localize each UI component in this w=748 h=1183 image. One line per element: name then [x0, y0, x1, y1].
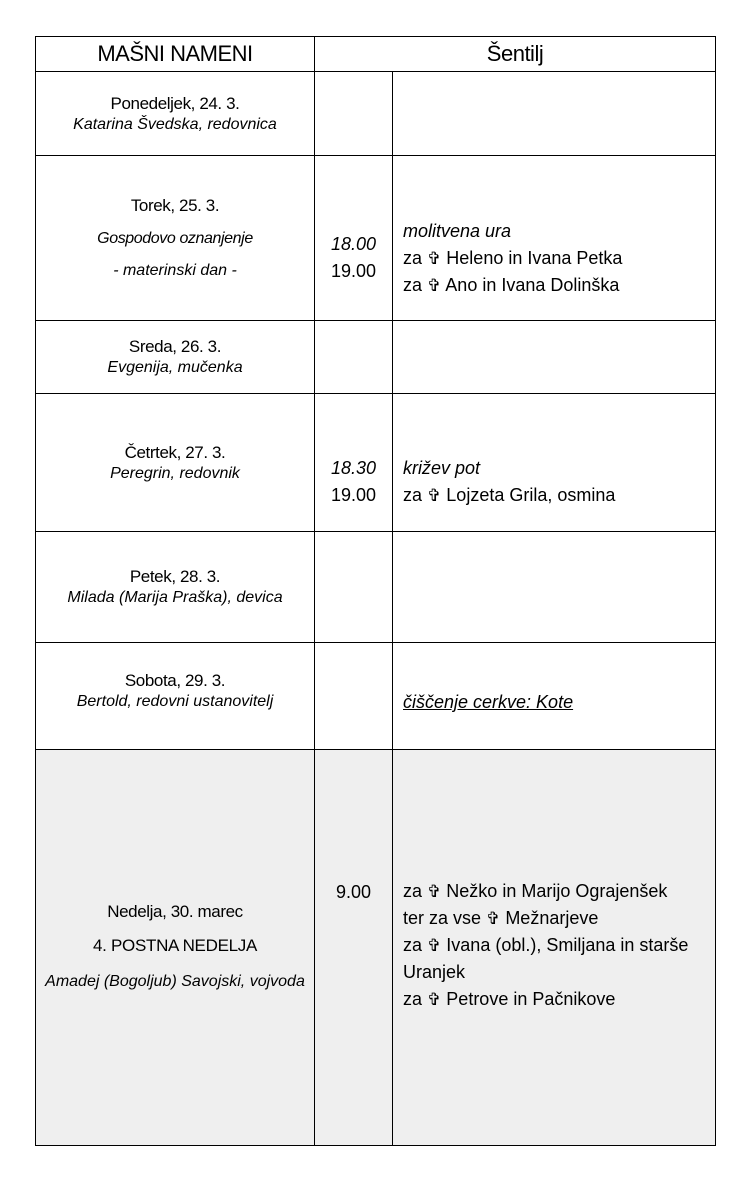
prefix: ter za vse	[403, 908, 482, 928]
cross-icon: ✞	[427, 485, 442, 505]
table-row	[36, 156, 716, 321]
time: 19.00	[330, 484, 377, 505]
intention	[403, 932, 715, 986]
parish-name: Šentilj	[315, 37, 716, 72]
day-cell	[36, 750, 315, 1146]
intention-cell	[393, 750, 716, 1146]
time-cell	[315, 532, 393, 643]
day-name: Torek, 25. 3.	[130, 196, 220, 215]
table-row	[36, 643, 716, 750]
table-row	[36, 72, 716, 156]
time-cell	[315, 643, 393, 750]
day-cell	[36, 156, 315, 321]
intention	[403, 878, 715, 905]
intention-cell	[393, 532, 716, 643]
day-name: Sobota, 29. 3.	[124, 671, 226, 690]
intention-text: Heleno in Ivana Petka	[446, 247, 623, 268]
time-cell	[315, 72, 393, 156]
header-row	[36, 37, 716, 72]
cross-icon: ✞	[427, 248, 442, 268]
table-title: MAŠNI NAMENI	[36, 37, 315, 72]
intention	[403, 986, 715, 1013]
table-row	[36, 750, 716, 1146]
feast-name: 4. POSTNA NEDELJA	[92, 935, 257, 955]
time-cell	[315, 394, 393, 532]
intention-text: Lojzeta Grila, osmina	[446, 484, 616, 505]
cross-icon: ✞	[427, 882, 442, 901]
intention-text: Mežnarjeve	[505, 908, 599, 928]
day-cell	[36, 394, 315, 532]
day-cell	[36, 72, 315, 156]
intention: križev pot	[403, 457, 481, 478]
prefix: za	[403, 274, 423, 295]
intention-cell	[393, 394, 716, 532]
day-cell	[36, 643, 315, 750]
intention: molitvena ura	[403, 220, 512, 241]
time: 18.30	[330, 457, 377, 478]
intention-cell	[393, 156, 716, 321]
intention-text: Ano in Ivana Dolinška	[445, 274, 620, 295]
saint-name: Milada (Marija Praška), devica	[67, 589, 283, 606]
saint-name: Katarina Švedska, redovnica	[73, 115, 277, 133]
day-cell	[36, 321, 315, 394]
intention-text: Petrove in Pačnikove	[446, 989, 616, 1009]
time: 19.00	[330, 261, 377, 281]
feast-name: Gospodovo oznanjenje	[97, 230, 253, 247]
prefix: za	[403, 484, 423, 505]
time-cell	[315, 750, 393, 1146]
intention-cell	[393, 321, 716, 394]
day-name: Ponedeljek, 24. 3.	[110, 93, 240, 113]
intention-text: Ivana (obl.), Smiljana in starše Uranjek	[403, 935, 689, 982]
cross-icon: ✞	[427, 936, 442, 955]
day-cell	[36, 532, 315, 643]
day-name: Nedelja, 30. marec	[107, 901, 243, 921]
intention	[403, 272, 715, 299]
intention-cell	[393, 643, 716, 750]
intention: čiščenje cerkve: Kote	[403, 692, 574, 712]
table-row	[36, 532, 716, 643]
intention-text: Nežko in Marijo Ograjenšek	[446, 881, 668, 901]
time-cell	[315, 321, 393, 394]
cross-icon: ✞	[427, 275, 442, 295]
saint-name: Bertold, redovni ustanovitelj	[76, 693, 274, 710]
prefix: za	[403, 935, 423, 955]
time-cell	[315, 156, 393, 321]
intention	[403, 482, 715, 509]
table-row	[36, 394, 716, 532]
cross-icon: ✞	[427, 990, 442, 1009]
day-name: Sreda, 26. 3.	[128, 337, 222, 356]
saint-name: Evgenija, mučenka	[107, 359, 243, 376]
prefix: za	[403, 989, 423, 1009]
mass-intentions-table	[35, 36, 716, 1146]
saint-name: Amadej (Bogoljub) Savojski, vojvoda	[45, 972, 305, 990]
intention	[403, 245, 715, 272]
time: 18.00	[330, 234, 377, 254]
prefix: za	[403, 881, 423, 901]
cross-icon: ✞	[486, 909, 501, 928]
day-note: - materinski dan -	[113, 262, 237, 279]
prefix: za	[403, 247, 423, 268]
day-name: Četrtek, 27. 3.	[124, 442, 226, 462]
time: 9.00	[335, 882, 372, 902]
intention-cell	[393, 72, 716, 156]
table-row	[36, 321, 716, 394]
day-name: Petek, 28. 3.	[129, 567, 221, 586]
saint-name: Peregrin, redovnik	[110, 464, 240, 482]
intention	[403, 905, 715, 932]
